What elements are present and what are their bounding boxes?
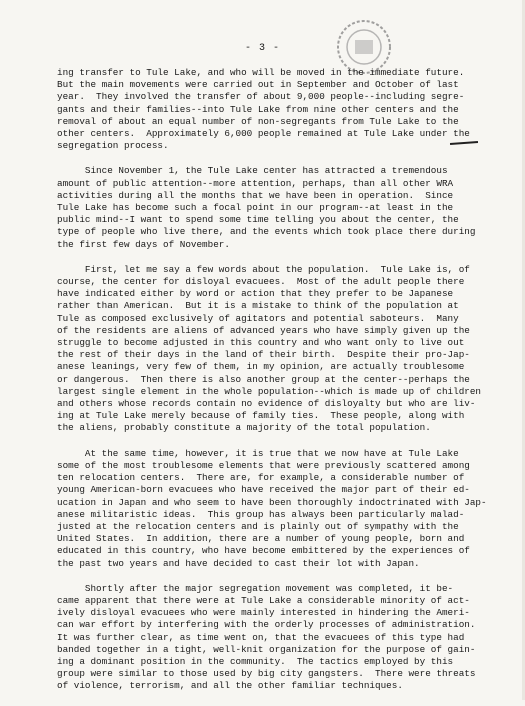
text-line: anese leanings, very few of them, in my opinion, are actually troublesome [57,361,465,373]
text-line: year. They involved the transfer of about 9,000 people--including segre- [57,91,465,103]
text-line: ively disloyal evacuees who were mainly interested in hindering the Ameri- [57,607,470,619]
text-line: some of the most troublesome elements that were previously scattered among [57,459,470,471]
text-line: ing transfer to Tule Lake, and who will be moved in the immediate future. [57,67,465,78]
text-line: can war effort by interfering with the orderly processes of administration. [57,619,476,631]
text-line: the first few days of November. [57,238,230,250]
text-line: justed at the relocation centers and is plainly out of sympathy with the [57,520,459,532]
text-line: educated in this country, who have become embittered by the experiences of [57,545,470,557]
text-line: have indicated either by word or action that they prefer to be Japanese [57,288,454,300]
text-line: United States. In addition, there are a number of young people, born and [57,533,465,545]
text-line: came apparent that there were at Tule Lake a considerable minority of act- [57,594,470,606]
text-line: Since November 1, the Tule Lake center has attracted a tremendous [57,165,448,177]
text-line: the rest of their days in the land of their birth. Despite their pro-Jap- [57,349,470,361]
text-line: It was further clear, as time went on, that the evacuees of this type had [57,631,465,643]
text-line: struggle to become adjusted in this country and who want only to live out [57,337,465,349]
text-line: type of people who live there, and the events which took place there during [57,226,476,238]
text-line: or dangerous. Then there is also another group at the center--perhaps the [57,373,470,385]
text-line: other centers. Approximately 6,000 people remained at Tule Lake under the [57,128,470,140]
text-line: ten relocation centers. There are, for example, a considerable number of [57,472,465,484]
text-line: At the same time, however, it is true that we now have at Tule Lake [57,447,459,459]
text-line: the past two years and have decided to cast their lot with Japan. [57,557,420,569]
text-line: banded together in a tight, well-knit organization for the purpose of gain- [57,643,476,655]
text-line: Shortly after the major segregation movement was completed, it be- [57,582,454,594]
paragraph [57,165,477,250]
paragraph [57,67,477,152]
text-line: course, the center for disloyal evacuees. Most of the adult people there [57,276,465,288]
document-body [57,67,487,706]
text-line: of the residents are aliens of advanced years who have simply given up the [57,324,470,336]
text-line: rather than American. But it is a mistake to think of the population at [57,300,459,312]
text-line: ing a dominant position in the community. The tactics employed by this [57,655,454,667]
text-line: and others whose records contain no evidence of disloyalty but who are liv- [57,398,476,410]
text-line: segregation process. [57,140,169,152]
text-line: largest single element in the whole population--which is made up of children [57,385,482,397]
text-line: group were similar to those used by big city gangsters. There were threats [57,668,476,680]
text-line: Tule Lake has become such a focal point in our program--at least in the [57,202,454,214]
paragraph [57,583,477,693]
text-line: activities during all the months that we have been in operation. Since [57,189,454,201]
text-line: young American-born evacuees who have received the major part of their ed- [57,484,470,496]
text-line: of violence, terrorism, and all the other familiar techniques. [57,680,403,692]
text-line: the aliens, probably constitute a majority of the total population. [57,422,431,434]
text-line: ucation in Japan and who seem to have been thoroughly indoctrinated with Jap- [57,496,487,508]
text-line: First, let me say a few words about the population. Tule Lake is, of [57,263,470,275]
paragraph [57,447,487,570]
text-line: removal of about an equal number of non-segregants from Tule Lake to the [57,115,459,127]
text-line: But the main movements were carried out in September and October of last [57,79,459,91]
paragraph [57,263,482,435]
text-line: gants and their families--into Tule Lake from nine other centers and the [57,103,459,115]
text-line: anese militaristic ideas. This group has always been particularly malad- [57,508,465,520]
text-line: public mind--I want to spend some time telling you about the center, the [57,214,459,226]
text-line: amount of public attention--more attention, perhaps, than all other WRA [57,177,454,189]
text-line: Tule as composed exclusively of agitators and potential saboteurs. Many [57,312,459,324]
page-number: - 3 - [244,43,280,54]
text-line: ing at Tule Lake merely because of family ties. These people, along with [57,410,465,422]
